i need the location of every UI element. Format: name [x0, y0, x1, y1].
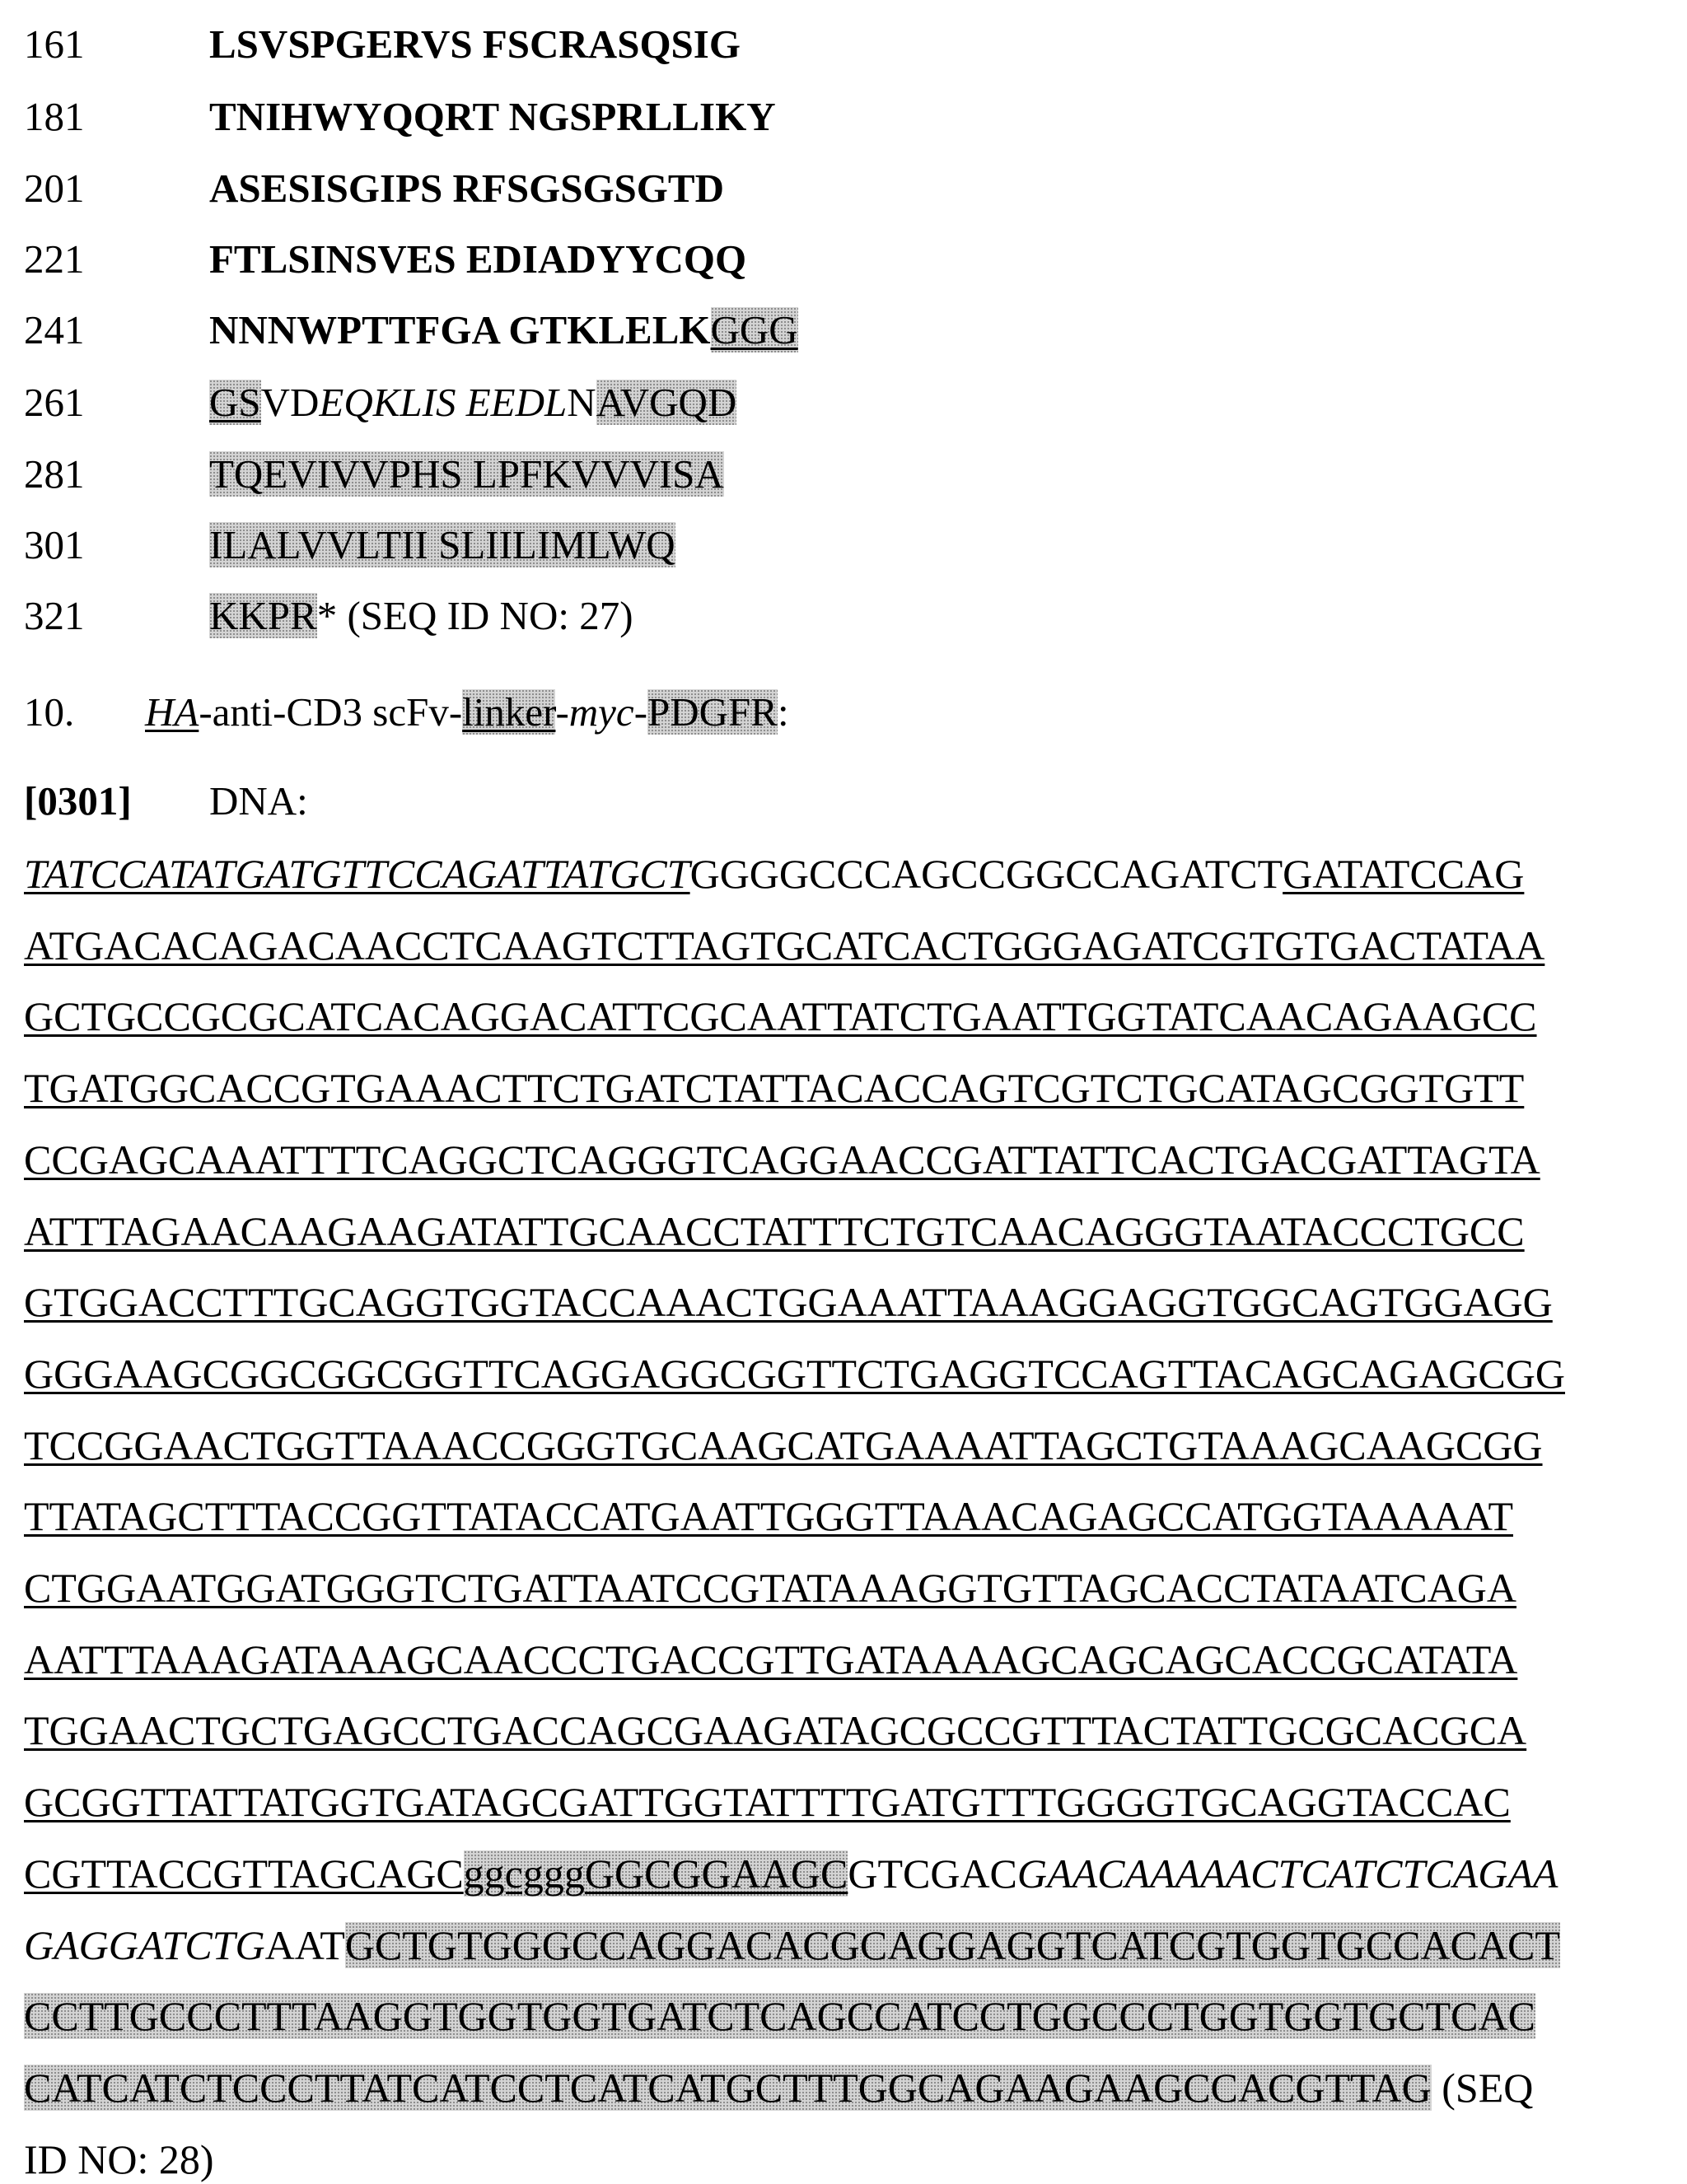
sequence-segment: ID NO: 28) — [24, 2136, 214, 2182]
sequence-segment: LSVSPGERVS FSCRASQSIG — [209, 21, 741, 67]
dna-sequence-line — [24, 1206, 1525, 1256]
sequence-segment: VD — [261, 380, 320, 425]
sequence-segment: TTATAGCTTTACCGGTTATACCATGAATTGGGTTAAACAGAGCCATGGTAAAAAT — [24, 1493, 1513, 1539]
protein-sequence — [209, 520, 675, 570]
dna-sequence-line — [24, 2135, 214, 2184]
residue-number: 241 — [24, 306, 85, 355]
sequence-segment: CTGGAATGGATGGGTCTGATTAATCCGTATAAAGGTGTTAGCACCTATAATCAGA — [24, 1565, 1516, 1611]
sequence-segment: * (SEQ ID NO: 27) — [317, 593, 633, 638]
sequence-segment: TCCGGAACTGGTTAAACCGGGTGCAAGCATGAAAATTAGCTGTAAAGCAAGCGG — [24, 1422, 1543, 1468]
sequence-segment: TATCCATATGATGTTCCAGATTATGCT — [24, 851, 690, 897]
sequence-segment: GTCGAC — [848, 1850, 1017, 1897]
dna-sequence-line — [24, 1991, 1535, 2041]
dna-sequence-line — [24, 992, 1537, 1041]
protein-sequence — [209, 20, 741, 69]
sequence-segment: TGATGGCACCGTGAAACTTCTGATCTATTACACCAGTCGTCTGCATAGCGGTGTT — [24, 1065, 1524, 1111]
construct-name — [145, 688, 789, 737]
sequence-segment: EQKLIS EEDL — [319, 380, 567, 425]
residue-number: 261 — [24, 378, 85, 427]
sequence-segment: CGTTACCGTTAGCAGC — [24, 1850, 464, 1897]
sequence-segment: ATGACACAGACAACCTCAAGTCTTAGTGCATCACTGGGAGATCGTGTGACTATAA — [24, 922, 1544, 968]
sequence-segment: AAT — [265, 1922, 345, 1968]
dna-sequence-line — [24, 1421, 1543, 1470]
protein-sequence — [209, 378, 736, 427]
sequence-segment: TGGAACTGCTGAGCCTGACCAGCGAAGATAGCGCCGTTTACTATTGCGCACGCA — [24, 1707, 1526, 1753]
sequence-segment: KKPR — [209, 593, 317, 638]
sequence-segment: TQEVIVVPHS LPFKVVVISA — [209, 451, 724, 497]
sequence-segment: GTGGACCTTTGCAGGTGGTACCAAACTGGAAATTAAAGGAGGTGGCAGTGGAGG — [24, 1279, 1553, 1325]
construct-number: 10. — [24, 688, 74, 737]
protein-sequence — [209, 164, 724, 213]
sequence-segment: linker — [462, 689, 555, 735]
sequence-segment: GGGAAGCGGCGGCGGTTCAGGAGGCGGTTCTGAGGTCCAGTTACAGCAGAGCGG — [24, 1351, 1565, 1397]
residue-number: 301 — [24, 520, 85, 570]
sequence-segment: - — [634, 689, 647, 735]
sequence-segment: myc — [569, 689, 634, 735]
sequence-segment: NNNWPTTFGA GTKLELK — [209, 307, 711, 352]
sequence-segment: GGGGCCCAGCCGGCCAGATCT — [690, 851, 1283, 897]
sequence-segment: TNIHWYQQRT NGSPRLLIKY — [209, 94, 776, 139]
sequence-segment: CATCATCTCCCTTATCATCCTCATCATGCTTTGGCAGAAGAAGCCACGTTAG — [24, 2065, 1432, 2111]
sequence-segment: N — [567, 380, 596, 425]
sequence-segment: PDGFR — [647, 689, 778, 735]
dna-sequence-line — [24, 849, 1524, 898]
dna-sequence-line — [24, 2063, 1533, 2112]
residue-number: 281 — [24, 450, 85, 499]
dna-sequence-line — [24, 1063, 1524, 1113]
dna-sequence-line — [24, 921, 1544, 970]
residue-number: 321 — [24, 591, 85, 641]
residue-number: 201 — [24, 164, 85, 213]
sequence-segment: ILALVVLTII SLIILIMLWQ — [209, 522, 675, 567]
sequence-segment: GS — [209, 380, 261, 425]
sequence-segment: AVGQD — [596, 380, 737, 425]
protein-sequence — [209, 235, 746, 284]
sequence-segment: HA — [145, 689, 199, 735]
paragraph-number: [0301] — [24, 777, 132, 826]
residue-number: 161 — [24, 20, 85, 69]
sequence-segment: GCTGTGGGCCAGGACACGCAGGAGGTCATCGTGGTGCCACACT — [345, 1922, 1560, 1968]
sequence-segment: GGG — [711, 307, 798, 352]
protein-sequence — [209, 92, 776, 142]
sequence-segment: -anti-CD3 scFv- — [199, 689, 462, 735]
sequence-segment: GATATCCAG — [1283, 851, 1524, 897]
sequence-segment: CCGAGCAAATTTTCAGGCTCAGGGTCAGGAACCGATTATTCACTGACGATTAGTA — [24, 1136, 1540, 1183]
dna-sequence-line — [24, 1491, 1513, 1541]
dna-sequence-line — [24, 1706, 1526, 1755]
protein-sequence — [209, 591, 633, 641]
sequence-segment: : — [778, 689, 789, 735]
sequence-segment: FTLSINSVES EDIADYYCQQ — [209, 236, 746, 282]
sequence-segment: GCGGTTATTATGGTGATAGCGATTGGTATTTTGATGTTTGGGGTGCAGGTACCAC — [24, 1779, 1511, 1825]
dna-sequence-line — [24, 1277, 1553, 1327]
sequence-segment: CCTTGCCCTTTAAGGTGGTGGTGATCTCAGCCATCCTGGCCCTGGTGGTGCTCAC — [24, 1993, 1535, 2039]
protein-sequence — [209, 450, 724, 499]
protein-sequence — [209, 306, 798, 355]
dna-sequence-line — [24, 1635, 1517, 1684]
sequence-segment: ATTTAGAACAAGAAGATATTGCAACCTATTTCTGTCAACAGGGTAATACCCTGCC — [24, 1208, 1525, 1254]
sequence-segment: - — [555, 689, 568, 735]
sequence-segment: GAGGATCTG — [24, 1922, 265, 1968]
residue-number: 221 — [24, 235, 85, 284]
sequence-segment: GGCGGAAGC — [585, 1850, 848, 1897]
sequence-segment: AATTTAAAGATAAAGCAACCCTGACCGTTGATAAAAGCAGCAGCACCGCATATA — [24, 1636, 1517, 1682]
sequence-segment: (SEQ — [1432, 2065, 1534, 2111]
dna-sequence-line — [24, 1777, 1511, 1827]
dna-sequence-line — [24, 1849, 1558, 1898]
sequence-segment: ASESISGIPS RFSGSGSGTD — [209, 166, 724, 211]
sequence-segment: GCTGCCGCGCATCACAGGACATTCGCAATTATCTGAATTGGTATCAACAGAAGCC — [24, 993, 1537, 1039]
dna-label: DNA: — [209, 777, 308, 826]
sequence-segment: ggcggg — [464, 1850, 585, 1897]
sequence-segment: GAACAAAAACTCATCTCAGAA — [1017, 1850, 1558, 1897]
dna-sequence-line — [24, 1920, 1560, 1970]
dna-sequence-line — [24, 1563, 1516, 1612]
dna-sequence-line — [24, 1349, 1565, 1398]
residue-number: 181 — [24, 92, 85, 142]
dna-sequence-line — [24, 1135, 1540, 1184]
